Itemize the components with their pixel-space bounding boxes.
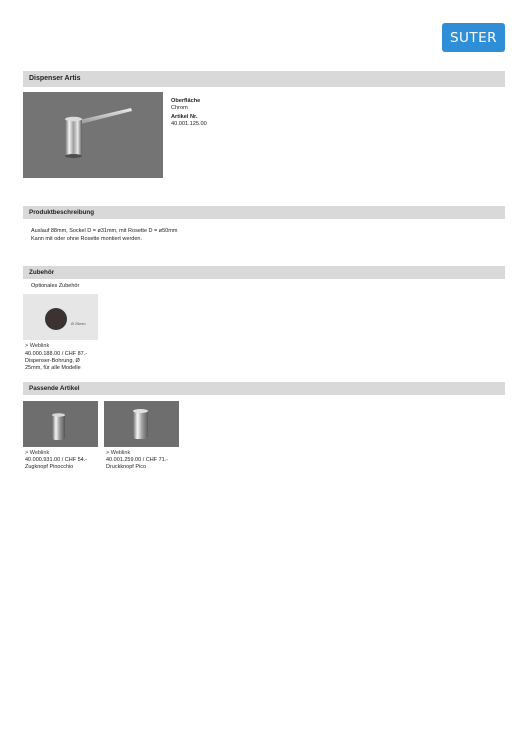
accessory-photo [23,294,98,340]
accessory-price: 40.000.188.00 / CHF 87.- [25,351,88,357]
dispenser-illustration [23,92,163,178]
matching-1-price: 40.000.931.00 / CHF 54.- [25,457,88,463]
matching-2-name: Druckknopf Pico [106,464,147,470]
description-text [31,228,177,243]
surface-value: Chrom [171,104,188,111]
article-block [171,114,207,127]
matching-photo-1 [23,401,98,447]
accessory-name-line-1: Dispenser-Bohrung, Ø [25,358,80,364]
description-line-2: Kann mit oder ohne Rosette montiert werden. [31,235,142,242]
surface-label: Oberfläche [171,98,201,104]
product-photo [23,92,163,178]
matching-bar [23,382,505,395]
description-bar [23,206,505,219]
accessories-bar [23,266,505,279]
accessory-weblink[interactable]: > Weblink [25,343,50,349]
drill-hole-illustration [23,294,98,340]
product-title-bar [23,71,505,87]
accessory-name-line-2: 25mm, für alle Modelle [25,365,81,371]
surface-block [171,98,200,111]
pull-knob-illustration [23,401,98,447]
description-title: Produktbeschreibung [29,209,95,216]
push-button-illustration [104,401,179,447]
article-label: Artikel Nr. [171,114,198,120]
suter-logo: SUTER [442,23,505,52]
matching-2-price: 40.001.259.00 / CHF 71.- [106,457,169,463]
accessories-title: Zubehör [29,269,55,276]
accessories-subtitle: Optionales Zubehör [31,283,80,289]
matching-1-name: Zugknopf Pinocchio [25,464,74,470]
description-line-1: Auslauf 88mm, Sockel D = ø31mm, mit Rosette D = ø50mm [31,228,178,234]
matching-2-weblink[interactable]: > Weblink [106,450,131,456]
article-value: 40.001.125.00 [171,120,207,127]
accessory-image-caption: Ø 25mm [71,322,86,326]
matching-1-weblink[interactable]: > Weblink [25,450,50,456]
product-title: Dispenser Artis [29,75,81,82]
matching-title: Passende Artikel [29,385,80,392]
matching-photo-2 [104,401,179,447]
